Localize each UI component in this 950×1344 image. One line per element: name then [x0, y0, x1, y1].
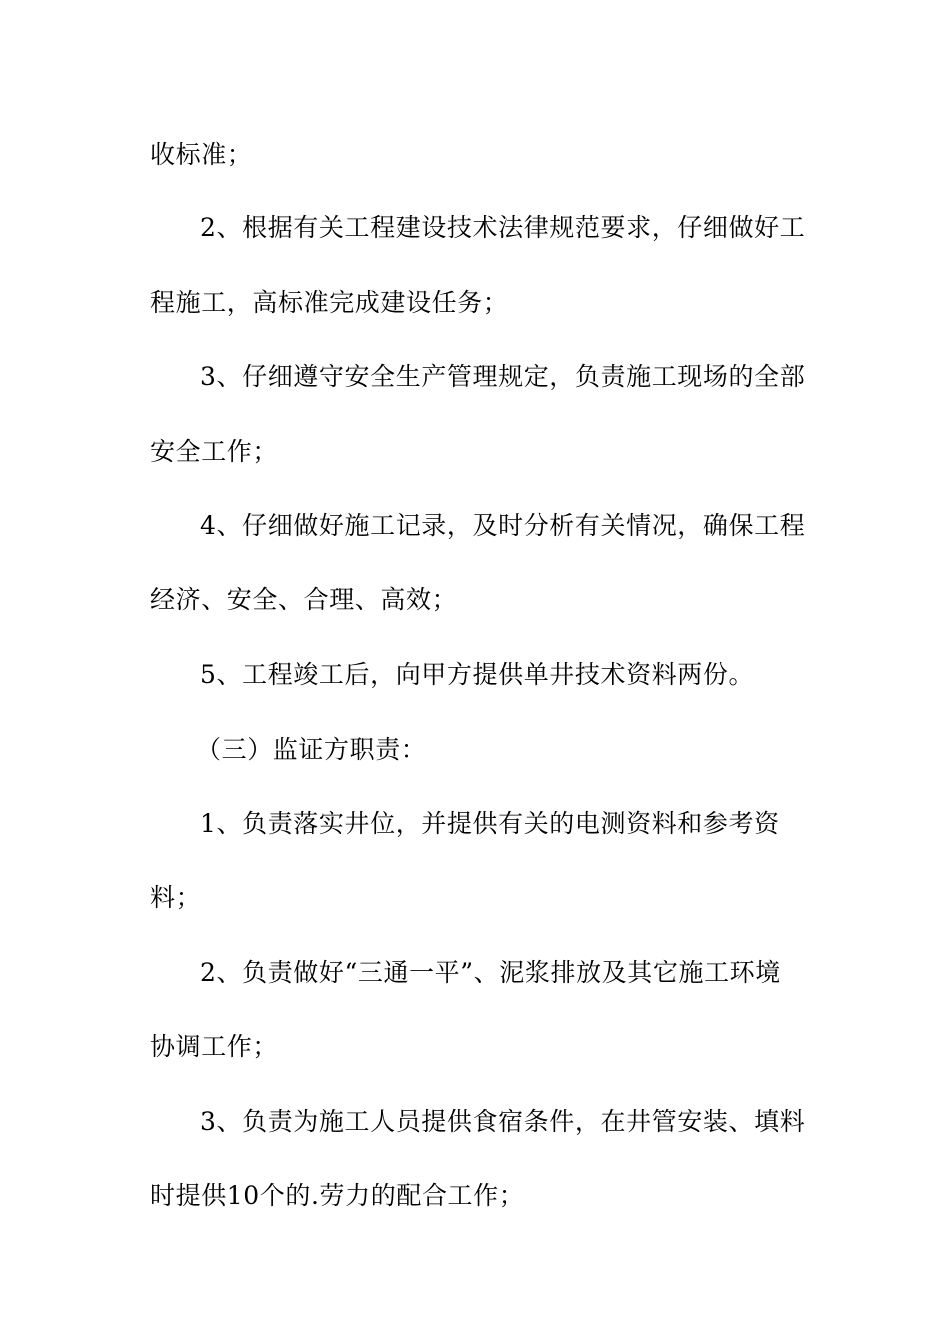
text-line-11: 料；: [150, 883, 202, 912]
text-line-13: 协调工作；: [150, 1032, 279, 1061]
text-line-15: 时提供10个的.劳力的配合工作；: [150, 1181, 525, 1210]
text-line-1: 收标准；: [150, 140, 253, 169]
text-line-8: 5、工程竣工后，向甲方提供单井技术资料两份。: [200, 660, 755, 689]
text-line-4: 3、仔细遵守安全生产管理规定，负责施工现场的全部: [200, 362, 806, 391]
text-line-10: 1、负责落实井位，并提供有关的电测资料和参考资: [200, 809, 780, 838]
text-line-12: 2、负责做好“三通一平”、泥浆排放及其它施工环境: [200, 958, 781, 987]
text-line-6: 4、仔细做好施工记录，及时分析有关情况，确保工程: [200, 511, 806, 540]
text-line-14: 3、负责为施工人员提供食宿条件，在井管安装、填料: [200, 1107, 806, 1136]
text-line-5: 安全工作；: [150, 437, 279, 466]
text-line-3: 程施工，高标准完成建设任务；: [150, 288, 509, 317]
section-heading: （三）监证方职责：: [196, 735, 427, 764]
text-line-7: 经济、安全、合理、高效；: [150, 585, 458, 614]
text-line-2: 2、根据有关工程建设技术法律规范要求，仔细做好工: [200, 213, 806, 242]
